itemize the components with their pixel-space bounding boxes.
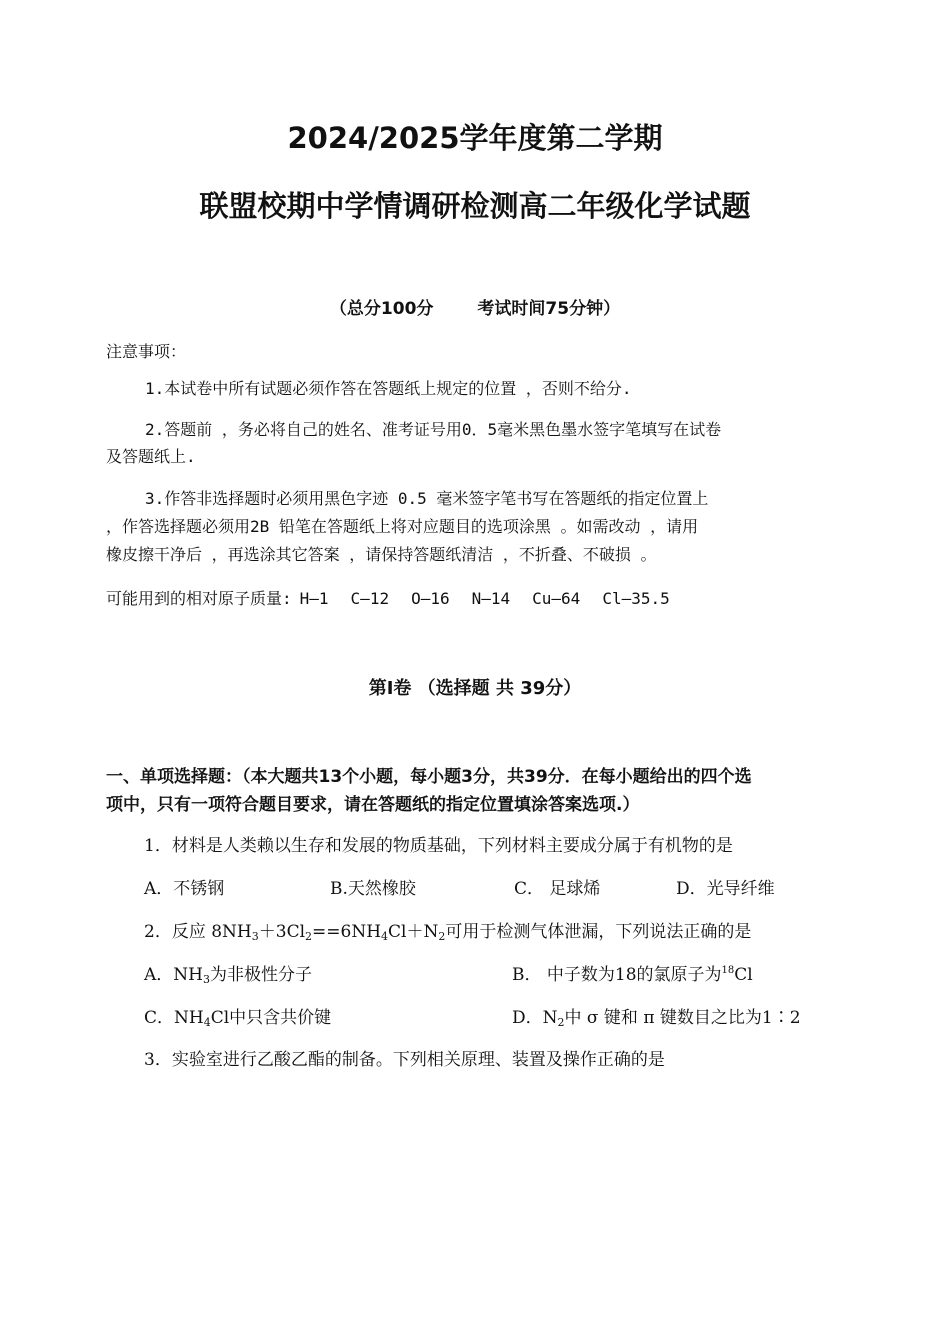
q2-option-d: [512, 1003, 801, 1028]
atomic-mass-h: H—1: [299, 589, 329, 608]
section1-heading-line1: 一、单项选择题：（本大题共13个小题，每小题3分，共39分．在每小题给出的四个选: [106, 767, 752, 787]
atomic-mass-cl: Cl—35.5: [602, 589, 670, 608]
atomic-mass-line: [106, 586, 670, 609]
exam-subtitle: [0, 294, 950, 319]
q1-option-b: B.天然橡胶: [330, 879, 416, 899]
atomic-mass-c: C—12: [350, 589, 390, 608]
q2-option-c-part: Cl中只含共价键: [210, 1008, 332, 1028]
q3-stem: 3．实验室进行乙酸乙酯的制备。下列相关原理、装置及操作正确的是: [144, 1050, 665, 1070]
atomic-mass-o: O—16: [411, 589, 450, 608]
q2-option-b-part: B． 中子数为18的氯原子为: [512, 965, 722, 985]
q2-option-c-part: C．NH: [144, 1008, 204, 1028]
q2-stem-part: 2．反应 8NH: [144, 922, 252, 942]
atomic-mass-label: 可能用到的相对原子质量:: [106, 589, 292, 608]
subscript: 3: [251, 930, 259, 943]
q2-option-b-part: Cl: [734, 965, 753, 985]
subscript: 4: [203, 1016, 211, 1029]
q2-option-d-part: 中 σ 键和 π 键数目之比为1∶2: [564, 1008, 801, 1028]
exam-title-line1: 2024/2025学年度第二学期: [287, 121, 663, 155]
note-item-1: 1.本试卷中所有试题必须作答在答题纸上规定的位置 ，否则不给分.: [145, 379, 632, 398]
q2-option-a: [144, 960, 312, 985]
subscript: 4: [381, 930, 389, 943]
q2-option-c: [144, 1003, 331, 1028]
q1-stem: 1．材料是人类赖以生存和发展的物质基础，下列材料主要成分属于有机物的是: [144, 836, 733, 856]
section1-heading-line2: 项中，只有一项符合题目要求，请在答题纸的指定位置填涂答案选项.）: [106, 795, 640, 815]
note-item-3-line3: 橡皮擦干净后 ，再选涂其它答案 ，请保持答题纸清洁 ，不折叠、不破损 。: [106, 545, 657, 564]
q2-option-b: [512, 960, 753, 985]
q2-option-a-part: A．NH: [144, 965, 203, 985]
subscript: 2: [305, 930, 313, 943]
note-item-2-line2: 及答题纸上.: [106, 447, 196, 466]
notes-heading: 注意事项：: [106, 342, 187, 361]
q2-stem-part: ==6NH: [312, 922, 382, 942]
atomic-mass-cu: Cu—64: [532, 589, 581, 608]
note-item-2-line1: 2.答题前 ，务必将自己的姓名、准考证号用0．5毫米黑色墨水签字笔填写在试卷: [145, 420, 722, 439]
q1-option-a: A．不锈钢: [144, 879, 225, 899]
subscript: 2: [438, 930, 446, 943]
subscript: 2: [557, 1016, 565, 1029]
q2-stem-part: ＋3Cl: [258, 922, 306, 942]
q2-stem: [144, 917, 751, 942]
subscript: 3: [202, 973, 210, 986]
q2-stem-part: Cl＋N: [388, 922, 439, 942]
note-item-3-line1: 3.作答非选择题时必须用黑色字迹 0.5 毫米签字笔书写在答题纸的指定位置上: [145, 489, 709, 508]
exam-time: 考试时间75分钟）: [477, 299, 621, 319]
q1-option-d: D．光导纤维: [676, 879, 775, 899]
exam-title-line2: 联盟校期中学情调研检测高二年级化学试题: [199, 189, 751, 223]
atomic-mass-n: N—14: [471, 589, 511, 608]
q2-option-d-part: D．N: [512, 1008, 558, 1028]
q2-stem-part: 可用于检测气体泄漏，下列说法正确的是: [445, 922, 752, 942]
q2-option-a-part: 为非极性分子: [209, 965, 312, 985]
part1-heading: 第Ⅰ卷 （选择题 共 39分）: [368, 678, 582, 699]
note-item-3-line2: ，作答选择题必须用2B 铅笔在答题纸上将对应题目的选项涂黑 。如需改动 ，请用: [106, 517, 699, 536]
superscript: 18: [721, 965, 735, 976]
q1-option-c: C． 足球烯: [514, 879, 601, 899]
total-score: （总分100分: [329, 299, 434, 319]
